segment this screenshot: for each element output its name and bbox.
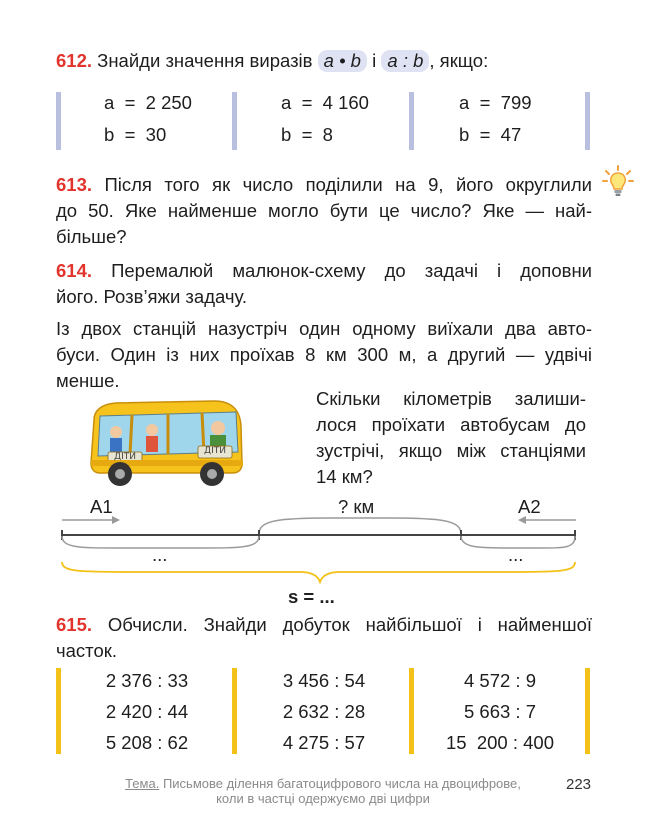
question-line: зустрічі, якщо між станціями	[316, 440, 586, 461]
division-expression: 2 376 : 33	[105, 670, 189, 691]
total-brace	[62, 562, 575, 582]
task-text-line: до 50. Яке найменше могло бути це число? Яке — най-	[56, 200, 592, 221]
task-text-line: Обчисли. Знайди добуток найбільшої і найменшої	[107, 614, 592, 635]
division-expression: 4 572 : 9	[463, 670, 536, 691]
label-a1: A1	[90, 496, 113, 517]
task-text-line: Перемалюй малюнок-схему до задачі і доповни	[111, 260, 592, 281]
value-a: a = 799	[459, 92, 532, 113]
task-614-problem	[56, 316, 592, 394]
label-right-dots: ...	[508, 544, 524, 565]
page-topic	[106, 776, 540, 806]
task-text-end: , якщо:	[429, 50, 489, 71]
value-a: a = 2 250	[104, 92, 192, 113]
division-expression: 2 420 : 44	[105, 701, 189, 722]
problem-line: буси. Один із них проїхав 8 км 300 м, а другий — удвічі	[56, 344, 592, 365]
label-total: s = ...	[288, 586, 335, 607]
task-number: 615.	[56, 614, 93, 635]
school-bus-illustration	[86, 398, 246, 490]
topic-label: Тема.	[125, 776, 160, 791]
value-b: b = 47	[459, 124, 522, 145]
problem-line: менше.	[56, 370, 120, 391]
expression-quotient: a : b	[381, 50, 429, 72]
division-expression: 5 663 : 7	[463, 701, 536, 722]
question-line: 14 км?	[316, 466, 373, 487]
label-left-dots: ...	[152, 544, 168, 565]
task-number: 613.	[56, 174, 93, 195]
task-number: 612.	[56, 50, 93, 71]
problem-line: Із двох станцій назустріч один одному виїхали два авто-	[56, 318, 592, 339]
page-number: 223	[566, 776, 592, 793]
divider-bar	[585, 92, 590, 150]
divider-bar	[585, 668, 590, 754]
topic-line: Письмове ділення багатоцифрового числа на двоцифрове,	[162, 776, 521, 791]
task-612-heading	[56, 48, 616, 74]
expression-product: a • b	[318, 50, 367, 72]
task-text-line: часток.	[56, 640, 117, 661]
division-expression: 3 456 : 54	[282, 670, 366, 691]
divider-bar	[232, 92, 237, 150]
task-613	[56, 172, 592, 250]
task-614-question	[316, 386, 586, 490]
task-text-line: більше?	[56, 226, 127, 247]
bus-sign-right: ДІТИ	[204, 446, 226, 456]
middle-brace	[259, 518, 461, 534]
task-text-line: Після того як число поділили на 9, його округлили	[104, 174, 592, 195]
question-line: Скільки кілометрів залиши-	[316, 388, 586, 409]
divider-bar	[232, 668, 237, 754]
bus-sign-left: ДІТИ	[114, 452, 136, 462]
task-615-heading	[56, 612, 592, 664]
label-a2: A2	[518, 496, 541, 517]
question-line: лося проїхати автобусам до	[316, 414, 586, 435]
divider-bar	[409, 92, 414, 150]
task-text: Знайди значення виразів	[97, 50, 313, 71]
topic-line: коли в частці одержуємо дві цифри	[216, 791, 430, 806]
divider-bar	[409, 668, 414, 754]
value-a: a = 4 160	[281, 92, 369, 113]
division-expression: 15 200 : 400	[445, 732, 554, 753]
conjunction: і	[372, 50, 377, 71]
value-b: b = 30	[104, 124, 167, 145]
division-expression: 2 632 : 28	[282, 701, 366, 722]
label-unknown-km: ? км	[338, 496, 375, 517]
lightbulb-icon	[600, 164, 636, 200]
task-614-heading	[56, 258, 592, 310]
value-b: b = 8	[281, 124, 333, 145]
divider-bar	[56, 92, 61, 150]
task-text-line: його. Розв’яжи задачу.	[56, 286, 248, 307]
division-expression: 4 275 : 57	[282, 732, 366, 753]
divider-bar	[56, 668, 61, 754]
division-expression: 5 208 : 62	[105, 732, 189, 753]
task-number: 614.	[56, 260, 93, 281]
